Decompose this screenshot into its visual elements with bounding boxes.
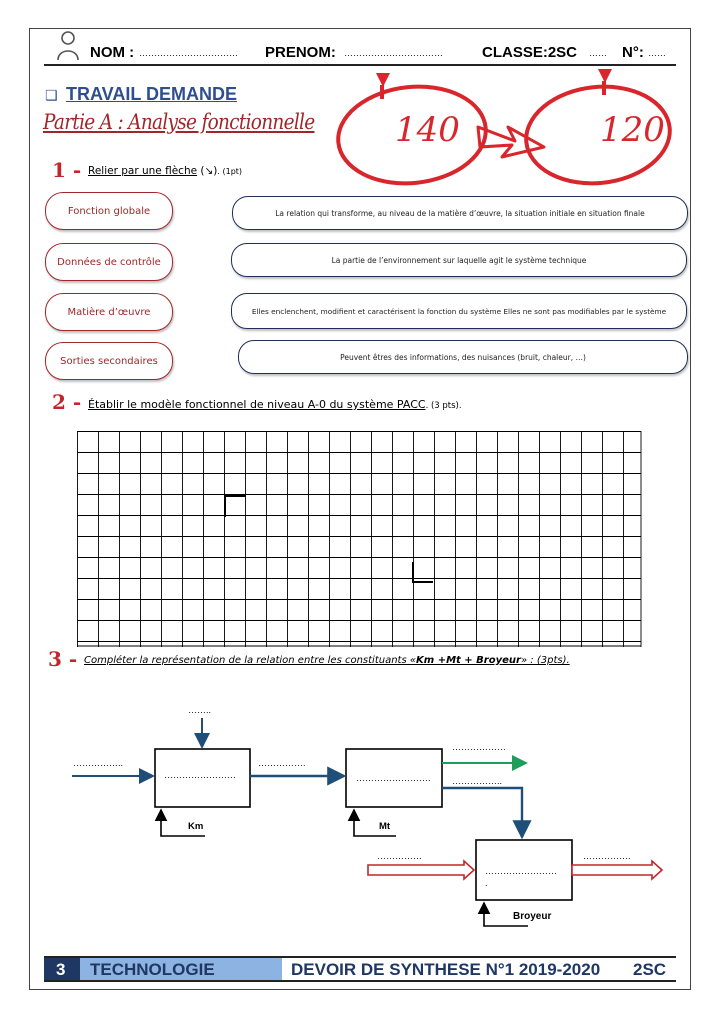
pin-icon-right [598, 69, 612, 95]
out1-dots[interactable]: ……………… [452, 742, 506, 752]
part-title: Partie A : Analyse fonctionnelle [43, 110, 315, 134]
broyeur-input-double-arrow [368, 861, 474, 879]
q2-instruction [88, 398, 462, 411]
q3-text-a: Compléter la représentation de la relation entre les constituants « [84, 655, 417, 666]
broyeur-output-double-arrow [572, 861, 662, 879]
q2-points: . (3 pts). [425, 401, 462, 411]
q3-number: 3 - [48, 647, 78, 671]
definition-1[interactable]: La relation qui transforme, au niveau de la matière d’œuvre, la situation initiale en situation finale [232, 196, 688, 230]
q3-text-c: » : (3pts). [520, 655, 570, 666]
q2-text: Établir le modèle fonctionnel de niveau A-0 du système PACC [88, 398, 426, 411]
definition-2[interactable]: La partie de l’environnement sur laquelle agit le système technique [231, 243, 687, 277]
km-box-dots[interactable]: …………………… [164, 770, 236, 780]
out2-dots[interactable]: …………….. [452, 776, 503, 786]
left-input-dots[interactable]: …………….. [73, 758, 124, 768]
q1-text: Relier par une flèche [88, 165, 198, 177]
broyeur-label: Broyeur [513, 911, 552, 922]
broyeur-box-dot: . [485, 878, 488, 888]
q1-arrow-glyph: (↘) [200, 165, 218, 177]
student-header [44, 42, 676, 66]
section-title-text: TRAVAIL DEMANDE [66, 84, 238, 104]
q1-points: . (1pt) [217, 167, 243, 176]
prenom-field[interactable]: …………………………… [344, 48, 443, 58]
term-matiere-oeuvre[interactable]: Matière d’œuvre [45, 293, 173, 331]
nom-field[interactable]: …………………………… [139, 48, 238, 58]
answer-grid[interactable] [77, 431, 642, 647]
top-input-dots[interactable]: …….. [188, 705, 212, 715]
user-icon [56, 30, 80, 60]
exam-title: DEVOIR DE SYNTHESE N°1 2019-2020 [291, 960, 601, 979]
nom-label: NOM : [90, 44, 135, 61]
broyeur-box-dots[interactable]: …………………… [485, 866, 557, 876]
broyeur-input-dots[interactable]: …………… [377, 851, 422, 861]
q1-number: 1 - [52, 158, 82, 182]
mid-dots[interactable]: ……………. [258, 758, 306, 768]
broyeur-output-dots[interactable]: ……………. [583, 851, 631, 861]
old-score: 140 [395, 110, 460, 150]
new-score: 120 [600, 110, 665, 150]
n-field[interactable]: …… [648, 48, 666, 58]
page-number: 3 [56, 960, 66, 979]
mt-to-broyeur-arrow [442, 788, 522, 837]
term-donnees-controle[interactable]: Données de contrôle [45, 243, 173, 281]
section-title [45, 84, 237, 105]
q3-instruction [84, 655, 570, 666]
q1-instruction [88, 165, 242, 177]
classe-label: CLASSE:2SC [482, 44, 578, 61]
term-fonction-globale[interactable]: Fonction globale [45, 192, 173, 230]
mt-label: Mt [379, 821, 391, 832]
checkbox-icon: ❑ [45, 88, 58, 104]
q3-text-b: Km +Mt + Broyeur [416, 655, 521, 666]
definition-4[interactable]: Peuvent êtres des informations, des nuisances (bruit, chaleur, …) [238, 340, 688, 374]
class-code: 2SC [633, 960, 667, 979]
classe-field[interactable]: …… [589, 48, 607, 58]
definition-3[interactable]: Elles enclenchent, modifient et caractérisent la fonction du système Elles ne sont pas modifiables par le système [231, 293, 687, 329]
n-label: N°: [622, 44, 644, 61]
page-footer [44, 956, 676, 982]
q2-number: 2 - [52, 390, 82, 414]
prenom-label: PRENOM: [265, 44, 336, 61]
term-sorties-secondaires[interactable]: Sorties secondaires [45, 342, 173, 380]
mt-box-dots[interactable]: ……………………. [356, 773, 431, 783]
km-label: Km [188, 821, 204, 832]
subject: TECHNOLOGIE [90, 960, 215, 979]
relation-diagram [60, 700, 680, 940]
